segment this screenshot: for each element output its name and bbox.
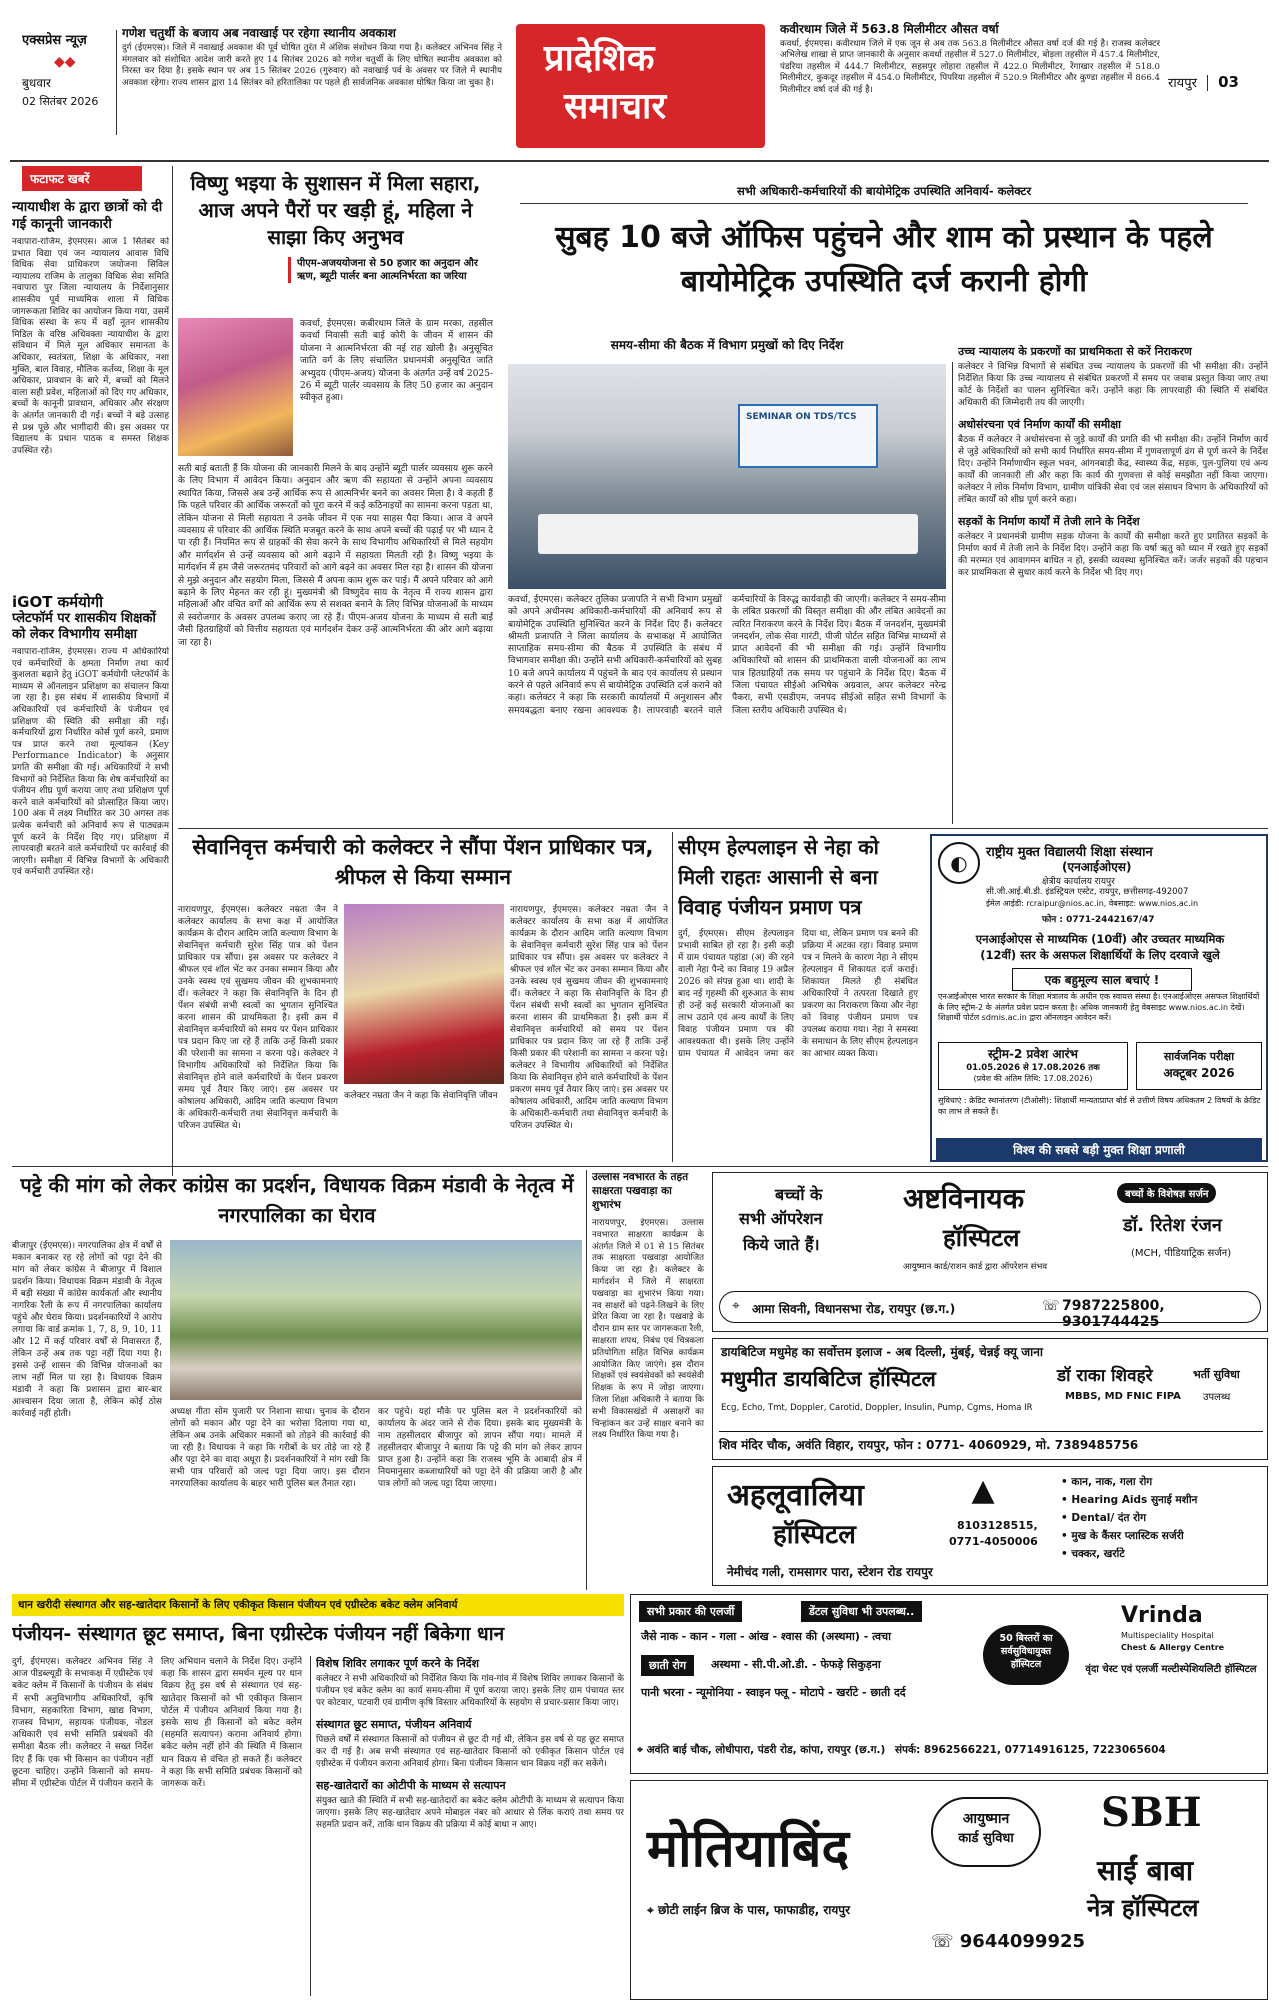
ad5-name: मोतियाबिंद <box>647 1819 850 1879</box>
nios-line1: एनआईओएस से माध्यमिक (10वीं) और उच्चतर माध्यमिक <box>975 932 1225 946</box>
nios-exam-date: अक्टूबर 2026 <box>1163 1066 1235 1080</box>
ad1-address: आमा सिवनी, विधानसभा रोड, रायपुर (छ.ग.) <box>752 1302 956 1316</box>
vrinda-ad[interactable] <box>630 1594 1268 1774</box>
panjiyan-body-2: पिछले वर्षों में संस्थागत किसानों को पंजीयन से छूट दी गई थी, लेकिन इस वर्ष से यह छूट समाप्त कर दी गई है। अब सभी संस्थागत एवं सह-खातेदार किसानों को एकीकृत किसान पोर्टल एवं एग्रीस्टेक में पंजीयन कराना अनिवार्य होगा। बिना पंजीयन किसान धान विक्रय नहीं कर सकेंगे। <box>316 1735 624 1769</box>
ad4-top-1: सभी प्रकार की एलर्जी <box>639 1601 742 1622</box>
seminar-banner-text: SEMINAR ON TDS/TCS <box>746 412 857 422</box>
biometric-deck: समय-सीमा की बैठक में विभाग प्रमुखों को दिए निर्देश <box>610 338 844 352</box>
ad2-top: डायबिटिज मधुमेह का सर्वोत्तम इलाज - अब दिल्ली, मुंबई, चेन्नई क्यू जाना <box>721 1345 1043 1359</box>
nios-email: ईमेल आईडी: rcraipur@nios.ac.in, वेबसाइट: www.nios.ac.in <box>986 899 1199 908</box>
section-title-box <box>516 24 765 148</box>
phone-icon: ☏ <box>1042 1298 1060 1314</box>
masthead-right-news <box>780 22 1160 146</box>
ad1-line3: किये जाते हैं। <box>743 1235 820 1254</box>
sidebar-heading-3: सड़कों के निर्माण कार्यों में तेजी लाने के निर्देश <box>958 515 1140 528</box>
ad2-bharti: भर्ती सुविधा <box>1193 1368 1240 1381</box>
ad5-address: छोटी लाईन ब्रिज के पास, फाफाडीह, रायपुर <box>657 1903 851 1917</box>
pension-body-continued <box>510 904 668 1159</box>
biometric-sidebar <box>958 344 1268 824</box>
fatafat-body-1: नवापारा-राजिम, ईएमएस। आज 1 सितंबर को प्रभात विद्या एवं जन न्यायालय आवास विधि विधिक सेवा प्राधिकरण जयोजना सिविल न्यायालय राजिम के तालुका विधिक सेवा समिति नवापारा पुर जिला न्यायालय के निर्देशानुसार शासकीय पूर्व माध्यमिक शाला में विधिक जागरूकता शिविर का आयोजन किया गया, उसमें विधिक संस्था के रूप में वहाँ नूतन शासकीय मिडिल के वरिष्ठ अधिवक्ता न्यायाधीश के द्वारा संविधान में मिले मूल अधिकार समानता के अधिकार, स्वतंत्रता, शिक्षा के अधिकार, नशा मुक्ति, बाल विवाह, मौलिक कर्तव्य, शिक्षा के मूल अधिकार, प्रावधान के बारे में, बच्चों को मिलने वाला सही प्रवेश, महिलाओं को दिए गए अधिकार, बच्चों के कानूनी प्रावधान, अधिकार और संरक्षण के अंतर्गत जानकारी दी गई। बच्चों ने बड़े उत्साह से प्रश्न पूछे और भागीदारी की। इस अवसर पर विद्यालय के प्रधान पाठक व समस्त शिक्षक उपस्थित रहे। <box>12 237 169 456</box>
ad5-scheme <box>931 1797 1041 1867</box>
congress-body-2: अध्यक्ष गीता सोम पुजारी पर निशाना साधा। चुनाव के दौरान लोगों को मकान और पट्टा देने का भरोसा दिलाया गया था, लेकिन अब उनके अधिकार मकानों को तोड़ने की कार्रवाई की जा रही है। विधायक ने कहा कि गरीबों के घर तोड़े जा रहे हैं और पट्टा देने का वादा अधूरा है। प्रदर्शनकारियों ने मांग रखी कि सभी पात्र परिवारों को जल्द पट्टा दिया जाए। इस दौरान नगरपालिका कार्यालय के बाहर भारी पुलिस बल तैनात रहा। <box>170 1407 370 1489</box>
nios-phone: फोन : 0771-2442167/47 <box>1042 915 1155 925</box>
location-icon: ⌖ <box>732 1298 740 1314</box>
ad4-brand-hi: वृंदा चेस्ट एवं एलर्जी मल्टीस्पेशियलिटी हॉस्पिटल <box>1085 1664 1257 1675</box>
biometric-story <box>500 166 1268 826</box>
ad1-phone: 7987225800, 9301744425 <box>1062 1298 1165 1330</box>
ad4-row-2: अस्थमा - सी.पी.ओ.डी. - फेफड़े सिकुड़ना <box>711 1658 881 1671</box>
nios-address: सी.जी.आई.बी.डी. इंडस्ट्रियल एस्टेट, रायपुर, छत्तीसगढ़-492007 <box>986 887 1189 897</box>
ad5-phone: 9644099925 <box>959 1931 1086 1952</box>
vishnu-kicker <box>288 257 493 283</box>
ad5-logo: SBH <box>1101 1789 1202 1836</box>
left-news-body: दुर्ग (ईएमएस)। जिले में नवाखाई अवकाश की पूर्व घोषित तुरंत में अंशिक संशोधन किया गया है। कलेक्टर अभिनव सिंह ने मंगलवार को संशोधित आदेश जारी करते हुए 14 सितंबर 2026 को गणेश चतुर्थी के लिए घोषित स्थानीय अवकाश को निरस्त कर दिया है। इसके स्थान पर अब 15 सितंबर 2026 (गुरुवार) को नवाखाई पर्व के अवसर पर जिले में स्थानीय अवकाश रहेगा। राज्य शासन द्वारा 14 सितंबर को हरितालिका पर पहले ही सार्वजनिक अवकाश घोषित किया जा चुका है। <box>122 43 502 88</box>
masthead-day: बुधवार <box>22 76 51 90</box>
fatafat-headline-2b: प्लेटफॉर्म पर शासकीय शिक्षकों को लेकर विभागीय समीक्षा <box>12 611 156 642</box>
ad3-service-5: • चक्कर, खर्राटे <box>1061 1548 1125 1560</box>
sidebar-body-2: बैठक में कलेक्टर ने अधोसंरचना से जुड़े कार्यों की प्रगति की भी समीक्षा की। उन्होंने निर्माण कार्य से जुड़े अधिकारियों को सभी कार्य निर्धारित समय-सीमा में गुणवत्तापूर्ण ढंग से पूर्ण करने के निर्देश दिए। उन्होंने निर्माणाधीन स्कूल भवन, आंगनबाड़ी केंद्र, स्वास्थ्य केंद्र, सड़क, पुल-पुलिया एवं अन्य कार्यों की जानकारी ली और कहा कि कार्य की गुणवत्ता से कोई समझौता नहीं किया जाएगा। कलेक्टर ने लोक निर्माण विभाग, ग्रामीण यांत्रिकी सेवा एवं जल संसाधन विभाग के अधिकारियों को लंबित कार्यों को शीघ्र पूर्ण करने कहा। <box>958 435 1268 505</box>
nios-chance: एक बहुमूल्य साल बचाएं ! <box>1012 968 1192 991</box>
pension-photo <box>344 904 504 1084</box>
ad4-brand-sub: Multispeciality Hospital <box>1121 1631 1214 1640</box>
ad2-degree: MBBS, MD FNIC FIPA <box>1065 1391 1181 1402</box>
city-name: रायपुर <box>1168 76 1197 91</box>
panjiyan-heading-1: विशेष शिविर लगाकर पूर्ण करने के निर्देश <box>316 1657 479 1670</box>
ullas-body: नारायणपुर, ईएमएस। उल्लास नवभारत साक्षरता कार्यक्रम के अंतर्गत जिले में 01 से 15 सितंबर तक साक्षरता पखवाड़ा आयोजित किया जा रहा है। कलेक्टर के मार्गदर्शन में जिले में साक्षरता पखवाड़ा का शुभारंभ किया गया। नव साक्षरों को पढ़ने-लिखने के लिए प्रेरित किया जा रहा है। पखवाड़े के दौरान ग्राम स्तर पर जागरूकता रैली, साक्षरता शपथ, निबंध एवं चित्रकला प्रतियोगिता सहित विभिन्न कार्यक्रम आयोजित किए जाएंगे। इस दौरान शिक्षकों एवं स्वयंसेवकों को स्वयंसेवी शिक्षक के रूप में जोड़ा जाएगा। जिला शिक्षा अधिकारी ने बताया कि सभी विकासखंडों में असाक्षरों का चिन्हांकन कर उन्हें साक्षर बनाने का लक्ष्य निर्धारित किया गया है। <box>592 1218 704 1441</box>
ad4-row-1: जैसे नाक - कान - गला - आंख - श्वास की (अस्थमा) - त्वचा <box>641 1630 891 1643</box>
ad2-tests: Ecg, Echo, Tmt, Doppler, Carotid, Doppler, Insulin, Pump, Cgms, Homa IR <box>721 1403 1033 1413</box>
nios-title-2: (एनआईओएस) <box>1062 860 1132 874</box>
nios-stream-box <box>938 1042 1128 1090</box>
location-icon: ⌖ <box>647 1903 658 1917</box>
ad4-top-2: डेंटल सुविधा भी उपलब्ध.. <box>801 1601 922 1622</box>
sidebar-body-1: कलेक्टर ने विभिन्न विभागों से संबंधित उच्च न्यायालय के प्रकरणों की भी समीक्षा की। उन्होंने निर्देशित किया कि उच्च न्यायालय से संबंधित प्रकरणों में समय पर जवाब प्रस्तुत किया जाए तथा कोर्ट के निर्देशों का पालन सुनिश्चित करें। उन्होंने कहा कि लापरवाही की स्थिति में संबंधित अधिकारी की जिम्मेदारी तय की जाएगी। <box>958 362 1268 408</box>
vishnu-body-1: कवर्धा, ईएमएस। कबीरधाम जिले के ग्राम मरका, तहसील कवर्धा निवासी सती बाई कोरी के जीवन में शासन की योजना ने आत्मनिर्भरता की नई राह खोली है। अनुसूचित जाति वर्ग के लिए संचालित प्रधानमंत्री अनुसूचित जाति अभ्युदय (पीएम-अजय) योजना के अंतर्गत उन्हें वर्ष 2025-26 में ब्यूटी पार्लर व्यवसाय के लिए 50 हजार का अनुदान स्वीकृत हुआ। <box>300 319 493 404</box>
biometric-headline: सुबह 10 बजे ऑफिस पहुंचने और शाम को प्रस्थान के पहले बायोमेट्रिक उपस्थिति दर्ज करानी होगी <box>555 220 1213 299</box>
panjiyan-heading-3: सह-खातेदारों का ओटीपी के माध्यम से सत्यापन <box>316 1779 506 1792</box>
vishnu-photo <box>178 318 293 456</box>
ad2-bharti-2: उपलब्ध <box>1203 1392 1231 1403</box>
ad3-logo-icon: ▲ <box>971 1473 995 1508</box>
nios-desc: एनआईओएस भारत सरकार के शिक्षा मंत्रालय के अधीन एक स्वायत्त संस्था है। एनआईओएस असफल शिक्षार्थियों के लिए स्ट्रीम-2 के अंतर्गत प्रवेश प्रदान करता है। अधिक जानकारी हेतु वेबसाइट www.nios.ac.in देखें। शिक्षार्थी पोर्टल sdmis.ac.in द्वारा ऑनलाइन आवेदन करें। <box>938 992 1260 1022</box>
ad4-brand: Vrinda <box>1121 1603 1203 1628</box>
fatafat-headline-2a: iGOT कर्मयोगी <box>12 593 104 611</box>
nios-stream-dates: 01.05.2026 से 17.08.2026 तक <box>966 1063 1100 1073</box>
rally-photo <box>170 1240 582 1400</box>
vishnu-kicker-text: पीएम-अजययोजना से 50 हजार का अनुदान और ऋण, ब्यूटी पार्लर बना आत्मनिर्भरता का जरिया <box>297 258 478 282</box>
ad3-name1: अहलूवालिया <box>727 1478 864 1513</box>
ad1-line1: बच्चों के <box>775 1185 823 1204</box>
brand-block <box>22 30 112 120</box>
ad4-footer <box>637 1743 1261 1757</box>
meeting-photo <box>508 364 946 589</box>
nios-footer: विश्व की सबसे बड़ी मुक्त शिक्षा प्रणाली <box>936 1138 1262 1161</box>
nios-office: क्षेत्रीय कार्यालय रायपुर <box>1042 877 1115 887</box>
right-news-body: कवर्धा, ईएमएस। कवीरधाम जिले में एक जून से अब तक 563.8 मिलीमीटर औसत वर्षा दर्ज की गई है। राजस्व कलेक्टर अभिलेख शाखा से प्राप्त जानकारी के अनुसार कवर्धा तहसील में 527.0 मिलीमीटर, बोड़ला तहसील में 457.4 मिलीमीटर, पंडरिया तहसील में 444.7 मिलीमीटर, सहसपुर लोहारा तहसील में 422.0 मिलीमीटर, रेंगाखार तहसील में 518.0 मिलीमीटर, कुकदूर तहसील में 454.0 मिलीमीटर, पिपरिया तहसील में 520.9 मिलीमीटर और कुण्डा तहसील में 866.4 मिलीमीटर वर्षा दर्ज की गई है। <box>780 39 1160 95</box>
ad4-row-3: पानी भरना - न्यूमोनिया - स्वाइन फ्लू - मोटापे - खर्राटे - छाती दर्द <box>641 1686 906 1699</box>
helpline-story <box>678 832 918 1162</box>
meeting-table <box>538 514 918 554</box>
nios-notice: सुविधाएं : क्रेडिट स्थानांतरण (टीओसी): शिक्षार्थी मान्यताप्राप्त बोर्ड से उत्तीर्ण विषय अधिकतम 2 विषयों के क्रेडिट का लाभ ले सकते हैं। <box>938 1096 1261 1116</box>
nios-ad[interactable] <box>930 834 1268 1162</box>
ullas-story <box>592 1170 704 1590</box>
nios-exam-box <box>1136 1042 1262 1090</box>
ullas-kicker: उल्लास नवभारत के तहत साक्षरता पखवाड़ा का शुभारंभ <box>592 1171 689 1211</box>
location-icon: ⌖ <box>637 1744 647 1756</box>
panjiyan-body-1: कलेक्टर ने सभी अधिकारियों को निर्देशित किया कि गांव-गांव में विशेष शिविर लगाकर किसानों के पंजीयन एवं बकेट क्लेम का कार्य समय-सीमा में पूर्ण कराया जाए। इसके लिए ग्राम पंचायत स्तर पर कोटवार, पटवारी एवं ग्रामीण कृषि विस्तार अधिकारियों के सहयोग से प्रचार-प्रसार किया जाए। <box>316 1674 624 1708</box>
ad5-hospital-2: नेत्र हॉस्पिटल <box>1087 1894 1199 1922</box>
ad1-tag: आयुष्मान कार्ड/राशन कार्ड द्वारा ऑपरेशन संभव <box>903 1262 1048 1272</box>
ad5-scheme-2: कार्ड सुविधा <box>958 1831 1014 1846</box>
kisan-bar: धान खरीदी संस्थागत और सह-खातेदार किसानों के लिए एकीकृत किसान पंजीयन एवं एग्रीस्टेक बकेट क्लेम अनिवार्य <box>12 1594 624 1616</box>
ad3-address: नेमीचंद गली, रामसागर पारा, स्टेशन रोड रायपुर <box>727 1565 933 1579</box>
panjiyan-headline: पंजीयन- संस्थागत छूट समाप्त, बिना एग्रीस्टेक पंजीयन नहीं बिकेगा धान <box>12 1623 505 1645</box>
panjiyan-body-3: संयुक्त खाते की स्थिति में सभी सह-खातेदारों का बकेट क्लेम ओटीपी के माध्यम से सत्यापन किया जाएगा। इसके लिए सह-खातेदार अपने मोबाइल नंबर को आधार से लिंक कराएं तथा समय पर सहमति प्रदान करें, ताकि धान विक्रय की प्रक्रिया में कोई बाधा न आए। <box>316 1796 624 1830</box>
ad4-brand-sub-2: Chest & Allergy Centre <box>1121 1643 1225 1652</box>
nios-exam: सार्वजनिक परीक्षा <box>1163 1050 1235 1063</box>
ad3-phone-2: 0771-4050006 <box>949 1535 1038 1548</box>
ad4-beds: 50 बिस्तरों का सर्वसुविधायुक्त हॉस्पिटल <box>983 1625 1069 1685</box>
page-ref <box>1168 72 1268 96</box>
panjiyan-body: दुर्ग, ईएमएस। कलेक्टर अभिनव सिंह ने आज पीडब्ल्यूडी के सभाकक्ष में एग्रीस्टेक एवं बकेट क्लेम में किसानों के पंजीयन के संबंध में सभी अनुविभागीय अधिकारियों, कृषि विभाग, सहकारिता विभाग, खाद्य विभाग, राजस्व विभाग, सहायक पंजीयक, नोडल अधिकारी एवं सभी समिति प्रबंधकों की समीक्षा बैठक ली। कलेक्टर ने सख्त निर्देश दिए हैं कि एक भी किसान का पंजीयन नहीं छूटना चाहिए। उन्होंने किसानों को समय-सीमा में एग्रीस्टेक पोर्टल में पंजीयन कराने के लिए अभियान चलाने के निर्देश दिए। उन्होंने कहा कि शासन द्वारा समर्थन मूल्य पर धान विक्रय हेतु इस वर्ष से संस्थागत एवं सह-खातेदार किसानों को भी एकीकृत किसान पोर्टल में पंजीयन अनिवार्य किया गया है। इसके साथ ही किसानों को बकेट क्लेम (सहमति सत्यापन) कराना अनिवार्य होगा। बकेट क्लेम नहीं होने की स्थिति में किसान धान विक्रय से वंचित हो सकते हैं। कलेक्टर ने कहा कि सभी समिति प्रबंधक किसानों को जागरूक करें। <box>12 1657 302 1790</box>
ad1-doctor: डॉ. रितेश रंजन <box>1123 1215 1222 1236</box>
motiyabind-ad[interactable] <box>630 1780 1268 2000</box>
ad5-scheme-1: आयुष्मान <box>962 1811 1010 1827</box>
pension-body: नारायणपुर, ईएमएस। कलेक्टर नम्रता जैन ने कलेक्टर कार्यालय के सभा कक्ष में आयोजित कार्यक्रम के दौरान आदिम जाति कल्याण विभाग के सेवानिवृत्त कर्मचारी सुरेश सिंह पात्र को पेंशन प्राधिकार पत्र सौंपा। इस अवसर पर कलेक्टर ने श्रीफल एवं शॉल भेंट कर उनका सम्मान किया और उनके स्वस्थ एवं सुखमय जीवन की शुभकामनाएं दीं। कलेक्टर ने कहा कि सेवानिवृत्ति के दिन ही पेंशन संबंधी सभी स्वत्वों का भुगतान सुनिश्चित करना शासन की प्राथमिकता है। इसी क्रम में सेवानिवृत्त कर्मचारियों को समय पर पेंशन प्राधिकार पत्र प्रदान किए जा रहे हैं ताकि उन्हें किसी प्रकार की परेशानी का सामना न करना पड़े। कलेक्टर ने विभागीय अधिकारियों को निर्देशित किया कि सेवानिवृत्त होने वाले कर्मचारियों के पेंशन प्रकरण समय पूर्व तैयार किए जाएं। इस अवसर पर कोषालय अधिकारी, आदिम जाति कल्याण विभाग के अधिकारी-कर्मचारी तथा सेवानिवृत्त कर्मचारी के परिजन उपस्थित थे। <box>178 905 338 1131</box>
congress-body-3: कर पहुंचे। यहां मौके पर पुलिस बल ने प्रदर्शनकारियों को कार्यालय के अंदर जाने से रोक दिया। इसके बाद मुख्यमंत्री के नाम तहसीलदार बीजापुर को ज्ञापन सौंपा गया। मामले में तहसीलदार बीजापुर ने बताया कि पट्टे की मांग को लेकर ज्ञापन प्राप्त हुआ है। उन्होंने कहा कि राजस्व भूमि के आबादी क्षेत्र में नियमानुसार कब्जाधारियों को पट्टा देने की प्रक्रिया जारी है और पात्र लोगों को जल्द पट्टा दिया जाएगा। <box>378 1407 582 1489</box>
biometric-body: कवर्धा, ईएमएस। कलेक्टर तुलिका प्रजापति ने सभी विभाग प्रमुखों को अपने अधीनस्थ अधिकारी-कर्मचारियों की अनिवार्य रूप से बायोमेट्रिक उपस्थिति सुनिश्चित करने के निर्देश दिए हैं। कलेक्टर श्रीमती प्रजापति ने जिला कार्यालय के सभाकक्ष में आयोजित साप्ताहिक समय-सीमा की बैठक में उपस्थिति के संबंध में विभागवार समीक्षा की। उन्होंने सभी अधिकारी-कर्मचारियों को सुबह 10 बजे अपने कार्यालय में पहुंचने के बाद एवं कार्यालय से प्रस्थान करने से पहले अनिवार्य रूप से बायोमेट्रिक उपस्थिति दर्ज कराने को कहा। कलेक्टर ने कहा कि सरकारी कार्यालयों में अनुशासन और समयबद्धता बनाए रखना आवश्यक है। लापरवाही बरतने वाले कर्मचारियों के विरुद्ध कार्यवाही की जाएगी। कलेक्टर ने समय-सीमा के लंबित प्रकरणों की विस्तृत समीक्षा की और लंबित आवेदनों का त्वरित निराकरण करने के निर्देश दिए। बैठक में जनदर्शन, मुख्यमंत्री जनदर्शन, लोक सेवा गारंटी, पीजी पोर्टल सहित विभिन्न माध्यमों से प्राप्त आवेदनों की भी समीक्षा की गई। उन्होंने विभागीय अधिकारियों को शासन की प्राथमिकता वाली योजनाओं का लाभ पात्र हितग्राहियों तक समय पर पहुंचाने के निर्देश दिए। बैठक में जिला पंचायत सीईओ अभिषेक अग्रवाल, अपर कलेक्टर नरेन्द्र पैकरा, सभी एसडीएम, जनपद सीईओ सहित सभी विभागों के जिला स्तरीय अधिकारी उपस्थित थे। <box>508 595 946 716</box>
masthead-date: 02 सितंबर 2026 <box>22 95 99 108</box>
ad5-hospital-1: साईं बाबा <box>1097 1854 1194 1887</box>
ad3-services <box>1061 1473 1261 1563</box>
panjiyan-sidebar <box>316 1656 624 1996</box>
panjiyan-story <box>12 1620 624 2000</box>
ad1-spec: बच्चों के विशेषज्ञ सर्जन <box>1117 1183 1216 1203</box>
pension-caption: कलेक्टर नम्रता जैन ने कहा कि सेवानिवृत्ति जीवन <box>344 1091 498 1101</box>
section-title-line1: प्रादेशिक <box>544 38 655 79</box>
ad4-contact-label: संपर्क: <box>894 1744 921 1756</box>
ad4-address: अवंति बाई चौक, लोधीपारा, पंडरी रोड, कांपा, रायपुर (छ.ग.) <box>646 1744 886 1756</box>
nios-title: राष्ट्रीय मुक्त विद्यालयी शिक्षा संस्थान <box>986 845 1153 860</box>
seminar-banner <box>738 404 878 468</box>
helpline-body: दुर्ग, ईएमएस। सीएम हेल्पलाइन प्रभावी साबित हो रहा है। इसी कड़ी में ग्राम पंचायत पहांडा (अ) की रहने वाली नेहा पैन्दे का विवाह 19 अप्रैल 2026 को संपन्न हुआ था। शादी के बाद नई गृहस्थी की शुरुआत के साथ ही उन्हें कई सरकारी योजनाओं का लाभ उठाने एवं अन्य कार्यों के लिए विवाह पंजीयन प्रमाण पत्र की आवश्यकता थी। इसके लिए उन्होंने ग्राम पंचायत में आवेदन जमा कर दिया था, लेकिन प्रमाण पत्र बनने की प्रक्रिया में अटका रहा। विवाह प्रमाण पत्र न मिलने के कारण नेहा ने सीएम हेल्पलाइन में शिकायत दर्ज कराई। शिकायत मिलते ही संबंधित अधिकारियों ने तत्परता दिखाते हुए प्रकरण का निराकरण किया और नेहा को विवाह पंजीयन प्रमाण पत्र उपलब्ध कराया गया। नेहा ने समस्या के समाधान के लिए सीएम हेल्पलाइन का आभार व्यक्त किया। <box>678 929 918 1059</box>
ad5-phone-row <box>931 1931 1085 1952</box>
congress-body-1: बीजापुर (ईएमएस)। नगरपालिका क्षेत्र में वर्षों से मकान बनाकर रह रहे लोगों को पट्टा देने की मांग को लेकर कांग्रेस ने बीजापुर में विशाल प्रदर्शन किया। विधायक विक्रम मंडावी के नेतृत्व में बड़ी संख्या में कांग्रेस कार्यकर्ता और स्थानीय नागरिक रैली के रूप में नगरपालिका कार्यालय पहुंचे और घेराव किया। प्रदर्शनकारियों ने आरोप लगाया कि वार्ड क्रमांक 1, 7, 8, 9, 10, 11 और 12 में कई परिवार वर्षों से निवासरत हैं, लेकिन उन्हें अब तक पट्टा नहीं दिया गया है। इससे उन्हें शासन की विभिन्न योजनाओं का लाभ नहीं मिल पा रहा है। विधायक विक्रम मंडावी ने कहा कि प्रशासन द्वारा बार-बार आश्वासन दिया जाता है, लेकिन कोई ठोस कार्रवाई नहीं होती। <box>12 1241 162 1419</box>
ad2-address: शिव मंदिर चौक, अवंति विहार, रायपुर, फोन : 0771- 4060929, मो. 7389485756 <box>719 1431 1263 1453</box>
congress-headline: पट्टे की मांग को लेकर कांग्रेस का प्रदर्शन, विधायक विक्रम मंडावी के नेतृत्व में नगरपालिका का घेराव <box>20 1173 574 1227</box>
brand-name: एक्सप्रेस न्यूज़ <box>22 33 87 48</box>
sidebar-body-3: कलेक्टर ने प्रधानमंत्री ग्रामीण सड़क योजना के कार्यों की समीक्षा करते हुए प्रगतिरत सड़कों के निर्माण कार्य में तेजी लाने के निर्देश दिए। उन्होंने कहा कि वर्षा ऋतु को ध्यान में रखते हुए सड़कों की मरम्मत एवं आवागमन बाधित न हो, इसकी व्यवस्था सुनिश्चित करें। जर्जर सड़कों की पहचान कर प्राथमिकता से सुधार कार्य करने के निर्देश भी दिए गए। <box>958 532 1268 578</box>
section-title-line2: समाचार <box>564 86 667 127</box>
vishnu-headline: विष्णु भइया के सुशासन में मिला सहारा, आज अपने पैरों पर खड़ी हूं, महिला ने साझा किए अनुभव <box>190 171 481 249</box>
ashtavinayak-ad[interactable] <box>712 1172 1268 1332</box>
nios-stream-late: (प्रवेश की अंतिम तिथि: 17.08.2026) <box>973 1074 1093 1083</box>
page-number: 03 <box>1218 73 1239 91</box>
fatafat-headline-1: न्यायाधीश के द्वारा छात्रों को दी गई कानूनी जानकारी <box>12 199 163 232</box>
pension-body-col2: नारायणपुर, ईएमएस। कलेक्टर नम्रता जैन ने कलेक्टर कार्यालय के सभा कक्ष में आयोजित कार्यक्रम के दौरान आदिम जाति कल्याण विभाग के सेवानिवृत्त कर्मचारी सुरेश सिंह पात्र को पेंशन प्राधिकार पत्र सौंपा। इस अवसर पर कलेक्टर ने श्रीफल एवं शॉल भेंट कर उनका सम्मान किया और उनके स्वस्थ एवं सुखमय जीवन की शुभकामनाएं दीं। कलेक्टर ने कहा कि सेवानिवृत्ति के दिन ही पेंशन संबंधी सभी स्वत्वों का भुगतान सुनिश्चित करना शासन की प्राथमिकता है। इसी क्रम में सेवानिवृत्त कर्मचारियों को समय पर पेंशन प्राधिकार पत्र प्रदान किए जा रहे हैं ताकि उन्हें किसी प्रकार की परेशानी का सामना न करना पड़े। कलेक्टर ने विभागीय अधिकारियों को निर्देशित किया कि सेवानिवृत्त होने वाले कर्मचारियों के पेंशन प्रकरण समय पूर्व तैयार किए जाएं। इस अवसर पर कोषालय अधिकारी, आदिम जाति कल्याण विभाग के अधिकारी-कर्मचारी तथा सेवानिवृत्त कर्मचारी के परिजन उपस्थित थे। <box>510 905 668 1131</box>
brand-ornament-icon: ◆◆ <box>54 54 76 70</box>
ad3-phone-1: 8103128515, <box>957 1519 1038 1532</box>
biometric-kicker: सभी अधिकारी-कर्मचारियों की बायोमेट्रिक उपस्थिति अनिवार्य- कलेक्टर <box>520 166 1248 204</box>
ad3-service-4: • मुख के कैंसर प्लास्टिक सर्जरी <box>1061 1530 1184 1542</box>
ad4-chest: छाती रोग <box>641 1655 694 1676</box>
ad1-line2: सभी ऑपरेशन <box>739 1209 823 1228</box>
ad3-service-3: • Dental/ दंत रोग <box>1061 1512 1147 1524</box>
masthead <box>0 0 1279 162</box>
ad1-name2: हॉस्पिटल <box>943 1224 1020 1252</box>
panjiyan-heading-2: संस्थागत छूट समाप्त, पंजीयन अनिवार्य <box>316 1718 472 1731</box>
ad1-degree: (MCH, पीडियाट्रिक सर्जन) <box>1131 1248 1232 1259</box>
pension-headline: सेवानिवृत्त कर्मचारी को कलेक्टर ने सौंपा पेंशन प्राधिकार पत्र, श्रीफल से किया सम्मान <box>192 835 654 889</box>
sidebar-heading-2: अधोसंरचना एवं निर्माण कार्यों की समीक्षा <box>958 418 1121 431</box>
ad3-service-2: • Hearing Aids सुनाई मशीन <box>1061 1494 1198 1506</box>
ad4-contact: 8962566221, 07714916125, 7223065604 <box>923 1744 1166 1756</box>
left-news-title: गणेश चतुर्थी के बजाय अब नवाखाई पर रहेगा स्थानीय अवकाश <box>122 26 396 40</box>
ahluwalia-ad[interactable] <box>712 1466 1268 1586</box>
fatafat-body-2: नवापारा-राजिम, ईएमएस। राज्य में अधिकारियों एवं कर्मचारियों के क्षमता निर्माण तथा कार्य कुशलता बढ़ाने हेतु iGOT कर्मयोगी प्लेटफॉर्म के माध्यम से ऑनलाइन प्रशिक्षण का संचालन किया जा रहा है। इस संबंध में शासकीय विभागों में अधिकारियों एवं कर्मचारियों के पंजीयन एवं प्रशिक्षण की स्थिति की समीक्षा की गई। कर्मचारियों द्वारा निर्धारित कोर्स पूर्ण करने, प्रमाण पत्र प्राप्त करने तथा मूल्यांकन (Key Performance Indicator) के अनुसार प्रगति की समीक्षा की गई। अधिकारियों ने सभी विभागों को निर्देशित किया कि शेष कर्मचारियों का पंजीयन शीघ्र पूर्ण कराया जाए तथा प्रशिक्षण पूर्ण करने वाले कर्मचारियों को प्रोत्साहित किया जाए। 100 अंक में लक्ष्य निर्धारित कर 30 अगस्त तक प्रत्येक कर्मचारी को अनिवार्य रूप से पाठ्यक्रम पूर्ण करने के निर्देश दिए गए। प्रशिक्षण में लापरवाही बरतने वाले कर्मचारियों पर कार्रवाई की जाएगी। समीक्षा में विभिन्न विभागों के अधिकारी एवं कर्मचारी उपस्थित रहे। <box>12 647 169 878</box>
fatafat-label: फटाफट खबरें <box>22 166 142 191</box>
pension-story <box>178 832 668 1162</box>
ad2-name: मधुमीत डायबिटिज हॉस्पिटल <box>721 1367 936 1391</box>
helpline-headline: सीएम हेल्पलाइन से नेहा को मिली राहतः आसानी से बना विवाह पंजीयन प्रमाण पत्र <box>678 835 879 919</box>
ad3-name2: हॉस्पिटल <box>773 1520 856 1550</box>
phone-icon: ☏ <box>931 1931 960 1952</box>
nios-line2: (12वीं) स्तर के असफल शिक्षार्थियों के लिए दरवाजे खुले <box>980 948 1220 962</box>
madhumeet-ad[interactable] <box>712 1338 1268 1460</box>
ad1-footer <box>719 1291 1261 1330</box>
right-news-title: कवीरधाम जिले में 563.8 मिलीमीटर औसत वर्षा <box>780 22 999 36</box>
ad1-name1: अष्टविनायक <box>903 1182 1025 1215</box>
fatafat-column <box>12 166 169 1026</box>
nios-logo-icon: ◐ <box>938 842 980 884</box>
ad5-footer <box>647 1901 1077 1918</box>
vishnu-story <box>178 166 493 826</box>
masthead-left-news <box>122 26 502 146</box>
nios-stream: स्ट्रीम-2 प्रवेश आरंभ <box>988 1047 1078 1061</box>
sidebar-heading-1: उच्च न्यायालय के प्रकरणों का प्राथमिकता से करें निराकरण <box>958 345 1192 358</box>
ad3-service-1: • कान, नाक, गला रोग <box>1061 1476 1153 1488</box>
ad2-doctor: डॉ राका शिवहरे <box>1057 1366 1153 1386</box>
vishnu-body-2: सती बाई बताती हैं कि योजना की जानकारी मिलने के बाद उन्होंने ब्यूटी पार्लर व्यवसाय शुरू करने के लिए विभाग में आवेदन किया। अनुदान और ऋण की सहायता से उन्होंने अपना व्यवसाय स्थापित किया, जिससे अब उन्हें आर्थिक रूप से आत्मनिर्भर बनने का अवसर मिला है। वे कहती हैं कि पहले परिवार की आर्थिक जरूरतों को पूरा करने में कई कठिनाइयों का सामना करना पड़ता था, लेकिन योजना से मिली सहायता ने उनके जीवन में एक नया साहस पैदा किया। आज वे अपने व्यवसाय से परिवार की आर्थिक स्थिति मजबूत करने के साथ अपने बच्चों की पढ़ाई पर भी ध्यान दे पा रही हैं। नियमित रूप से ग्राहकों की सेवा करने के साथ विभागीय अधिकारियों से मिले सहयोग और मार्गदर्शन से उन्हें व्यवसाय को आगे बढ़ाने में सहायता मिलती रही है। विष्णु भइया के मार्गदर्शन में हम जैसे जरूरतमंद परिवारों को आगे बढ़ने का अवसर मिल रहा है। शासन की योजना से मुझे अनुदान और सहयोग मिला, जिससे मैं अपना काम शुरू कर पाई। मैं अपने परिवार को आगे बढ़ाने के लिए मेहनत कर रही हूं। मुख्यमंत्री श्री विष्णुदेव साय के नेतृत्व में राज्य शासन द्वारा महिलाओं और वंचित वर्गों को आर्थिक रूप से सशक्त बनाने के लिए विभिन्न योजनाओं के माध्यम से स्वरोजगार के अवसर उपलब्ध कराए जा रहे हैं। पीएम-अजय योजना के माध्यम से सती बाई जैसी हितग्राहियों को वित्तीय सहायता एवं मार्गदर्शन देकर उन्हें आत्मनिर्भरता की ओर आगे बढ़ाया जा रहा है। <box>178 464 493 648</box>
congress-story <box>12 1170 582 1590</box>
